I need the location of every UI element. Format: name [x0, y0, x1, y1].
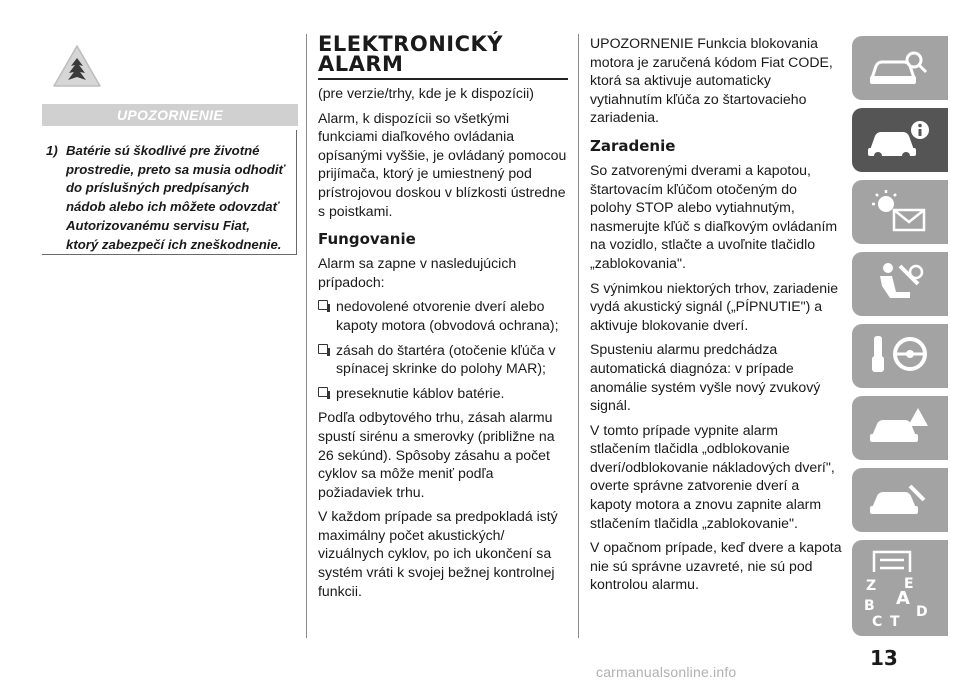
index-letter: E — [904, 576, 914, 592]
tab-car-magnifier[interactable] — [852, 36, 948, 100]
warning-line: ktorý zabezpečí ich zneškodnenie. — [66, 236, 282, 252]
bullet-box-icon — [318, 387, 328, 397]
car-info-icon — [866, 116, 932, 164]
index-letter: Z — [866, 578, 877, 594]
page-number: 13 — [870, 646, 898, 670]
intro-text: (pre verzie/trhy, kde je k dispozícii) — [318, 85, 534, 101]
title-rule — [318, 78, 568, 80]
index-letter: C — [872, 614, 883, 630]
paragraph: Podľa odbytového trhu, zásah alarmu spustí sirénu a smerovky (približne na 26 sekúnd). Spôsoby zásahu a počet cyklov sa môže meniť podľa požiadaviek trhu. — [318, 409, 555, 500]
paragraph: Alarm, k dispozícii so všetkými funkciami diaľkového ovládania opísanými vyššie, je ovládaný pomocou prijímača, ktorý je umiestnený pod prístrojovou doskou v blízkosti ústredne s poistkami. — [318, 109, 567, 219]
column-alarm — [318, 34, 570, 606]
bullet-item — [318, 384, 570, 403]
paragraph: So zatvorenými dverami a kapotou, štartovacím kľúčom otočeným do polohy STOP alebo vytiahnutým, nasmerujte kľúč s diaľkovým ovládaním na vozidlo, stlačte a uvoľnite tlačidlo „zablokovania". — [590, 161, 838, 271]
index-letter: D — [916, 604, 928, 620]
column-divider — [578, 34, 579, 638]
alphabetical-index-icon — [860, 574, 940, 630]
index-letter: A — [896, 588, 910, 609]
bullet-item — [318, 341, 570, 378]
subheading-fungovanie: Fungovanie — [318, 230, 416, 249]
hazard-warning-icon — [52, 44, 102, 88]
warning-line: Batérie sú škodlivé pre životné — [66, 143, 260, 158]
paragraph: Spusteniu alarmu predchádza automatická diagnóza: v prípade anomálie systém vyšle nový zvukový signál. — [590, 341, 821, 414]
bullet-box-icon — [318, 300, 328, 310]
warning-item-number: 1) — [46, 143, 58, 158]
bullet-item — [318, 297, 570, 334]
seat-airbag-icon — [866, 260, 932, 308]
car-emergency-icon — [866, 404, 932, 452]
watermark: carmanualsonline.info — [596, 664, 737, 680]
bullet-text: preseknutie káblov batérie. — [336, 384, 505, 401]
warning-line: nádob alebo ich môžete odovzdať — [66, 199, 279, 215]
warning-header: UPOZORNENIE — [42, 104, 298, 126]
paragraph: V opačnom prípade, keď dvere a kapota nie sú správne uzavreté, nie sú pod kontrolou alarmu. — [590, 539, 842, 593]
tab-seat-airbag[interactable] — [852, 252, 948, 316]
subheading-zaradenie: Zaradenie — [590, 136, 676, 155]
bullet-text: nedovolené otvorenie dverí alebo kapoty motora (obvodová ochrana); — [336, 298, 559, 333]
tab-index[interactable] — [852, 572, 948, 636]
warning-item-lines — [66, 142, 296, 254]
tab-car-emergency[interactable] — [852, 396, 948, 460]
index-letter: B — [864, 598, 875, 614]
tab-warning-lights[interactable] — [852, 180, 948, 244]
tab-car-service[interactable] — [852, 468, 948, 532]
tab-key-steering[interactable] — [852, 324, 948, 388]
warning-line: do príslušných predpísaných — [66, 180, 250, 196]
bullet-box-icon — [318, 344, 328, 354]
car-service-wrench-icon — [866, 476, 932, 524]
warning-line: Autorizovanému servisu Fiat, — [66, 217, 250, 233]
section-title: ELEKTRONICKÝ — [318, 32, 503, 56]
column-zaradenie — [590, 34, 842, 600]
section-title: ALARM — [318, 52, 404, 76]
column-divider — [306, 34, 307, 638]
warning-lights-envelope-icon — [866, 188, 932, 236]
warning-line: prostredie, preto sa musia odhodiť — [66, 161, 285, 177]
paragraph: UPOZORNENIE Funkcia blokovania motora je zaručená kódom Fiat CODE, ktorá sa aktivuje automaticky vytiahnutím kľúča zo štartovacieho zariadenia. — [590, 35, 833, 126]
paragraph: V každom prípade sa predpokladá istý maximálny počet akustických/ vizuálnych cyklov, po ich ukončení sa systém vráti k svojej bežnej kontrolnej funkcii. — [318, 508, 558, 599]
bullet-text: zásah do štartéra (otočenie kľúča v spínacej skrinke do polohy MAR); — [336, 341, 556, 377]
index-letter: T — [890, 614, 900, 630]
key-steering-wheel-icon — [866, 332, 932, 380]
paragraph: S výnimkou niektorých trhov, zariadenie vydá akustický signál („PÍPNUTIE") a aktivuje blokovanie dverí. — [590, 279, 839, 333]
warning-text — [46, 142, 296, 254]
car-magnifier-icon — [866, 44, 932, 92]
paragraph: Alarm sa zapne v nasledujúcich prípadoch: — [318, 255, 517, 290]
tab-car-info[interactable] — [852, 108, 948, 172]
paragraph: V tomto prípade vypnite alarm stlačením tlačidla „odblokovanie dverí/odblokovanie nákladových dverí", overte správne zatvorenie dverí a kapoty motora a znovu zapnite alarm stlačením tlačidla „zablokovanie". — [590, 421, 835, 531]
